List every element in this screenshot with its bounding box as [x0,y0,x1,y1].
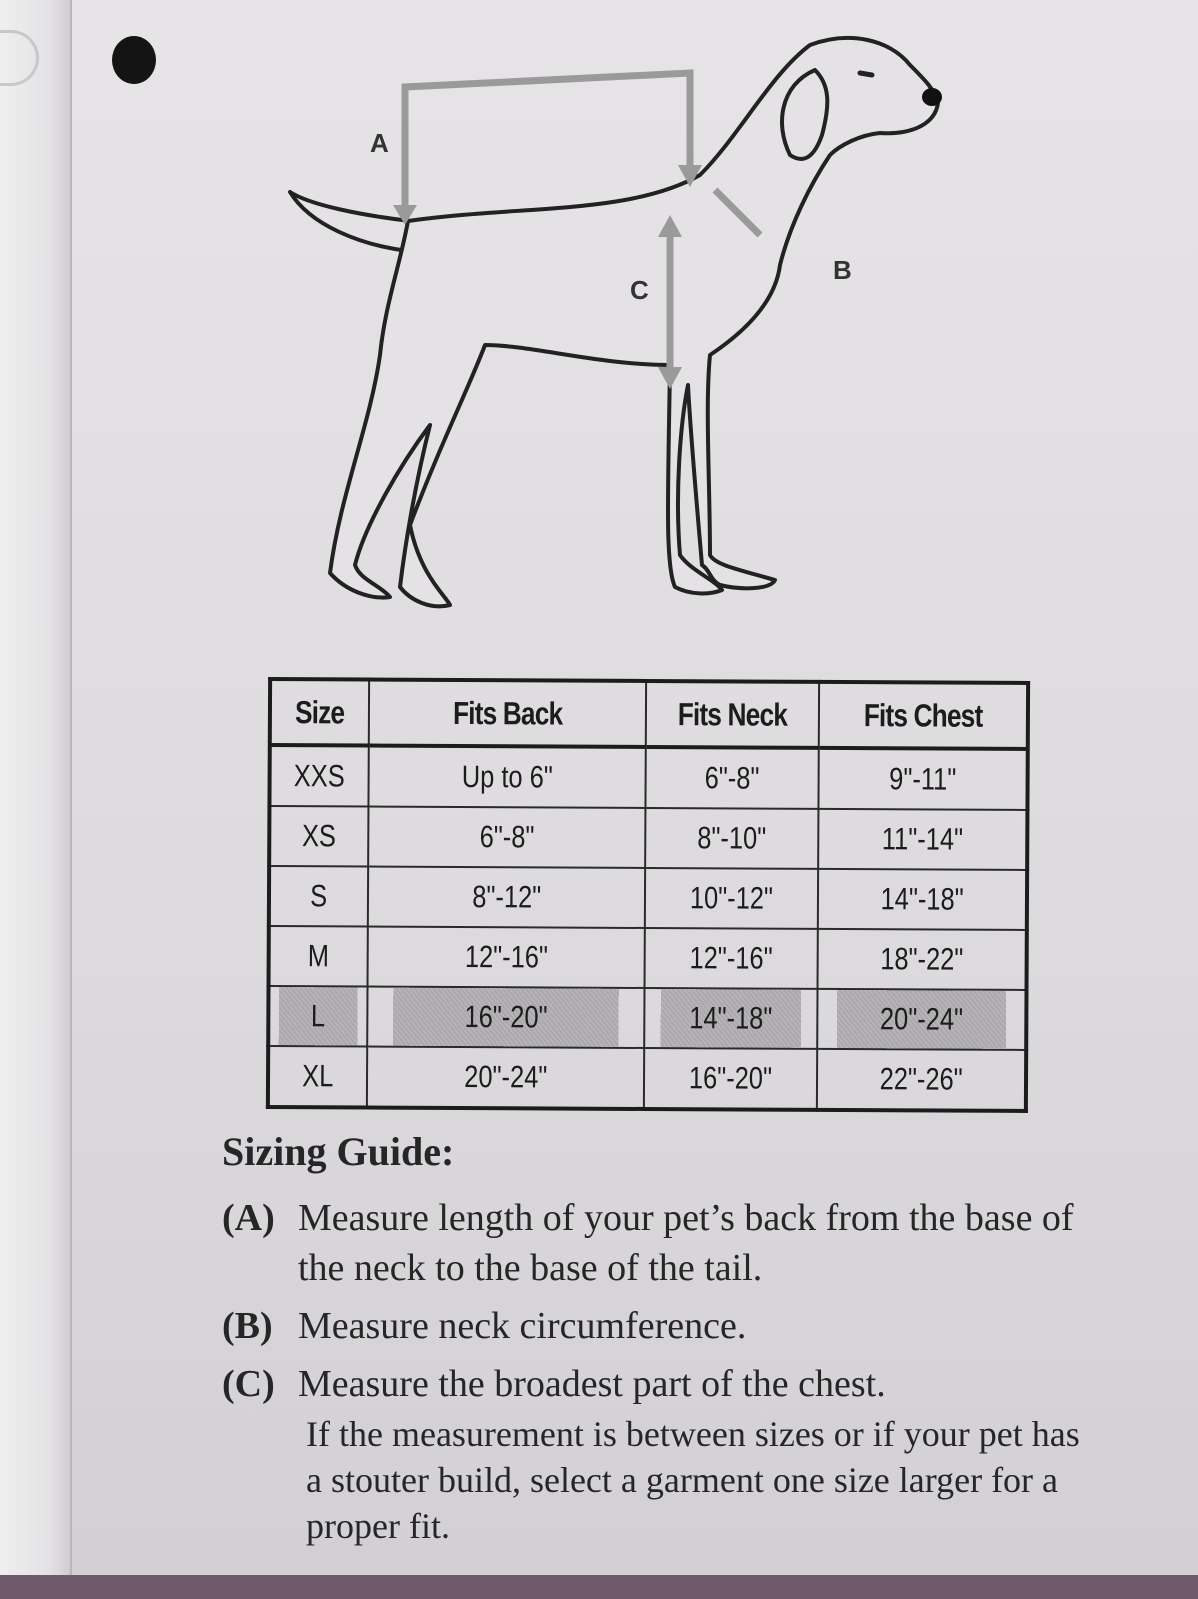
chest-cell: 9"-11" [837,748,1009,810]
sizing-note: If the measurement is between sizes or if your pet has a stouter build, select a garment one size larger for a proper fit. [306,1414,1080,1546]
back-cell: 16"-20" [392,987,620,1048]
size-cell: L [277,986,358,1046]
table-row [269,806,1027,870]
step-c [222,1359,1102,1549]
chest-cell: 22"-26" [836,1049,1008,1111]
size-cell: S [278,866,359,926]
back-cell: 20"-24" [391,1047,619,1109]
back-cell: 8"-12" [392,867,620,928]
size-cell: XL [277,1046,358,1107]
step-text: Measure the broadest part of the chest. [298,1363,886,1405]
size-cell: XXS [278,745,359,806]
chest-cell: 14"-18" [837,869,1009,930]
chest-cell: 11"-14" [837,809,1009,870]
neck-cell: 14"-18" [660,988,802,1049]
dog-measurement-diagram [270,25,970,625]
label-a: A [370,128,389,158]
highlighted-table-row [268,986,1026,1050]
dog-eye [860,73,872,75]
back-cell: 12"-16" [392,927,620,988]
table-row [269,926,1027,990]
header-fits-neck: Fits Neck [661,681,803,748]
label-b: B [833,255,852,285]
neck-cell: 6"-8" [661,747,803,809]
sizing-guide [222,1128,1102,1557]
chest-cell: 20"-24" [836,989,1008,1050]
size-chart-table [266,677,1030,1113]
table-row [269,745,1027,810]
neck-cell: 16"-20" [659,1048,801,1110]
step-text: Measure length of your pet’s back from the base of the neck to the base of the tail. [298,1197,1074,1289]
dog-nose [922,88,942,106]
back-cell: 6"-8" [393,807,621,868]
table-header-row [270,679,1028,749]
folded-edge [0,0,72,1575]
back-cell: Up to 6" [393,746,621,808]
table-row [268,1046,1026,1111]
chest-cell: 18"-22" [836,929,1008,990]
dog-tail [290,192,410,251]
step-a [222,1193,1102,1293]
punch-hole [112,36,156,84]
size-cell: XS [278,806,359,866]
label-c: C [630,275,649,305]
size-cell: M [277,926,358,986]
header-fits-back: Fits Back [393,680,621,747]
neck-cell: 10"-12" [660,868,802,929]
step-text: Measure neck circumference. [298,1305,747,1347]
header-size: Size [279,679,360,745]
step-key: (C) [222,1363,275,1405]
sizing-guide-title: Sizing Guide: [222,1129,455,1174]
table-row [269,866,1027,930]
dog-body [330,38,938,606]
step-key: (A) [222,1197,275,1239]
neck-cell: 8"-10" [661,808,803,869]
neck-cell: 12"-16" [660,928,802,989]
step-b [222,1301,1102,1351]
step-key: (B) [222,1305,273,1347]
header-fits-chest: Fits Chest [837,682,1009,749]
